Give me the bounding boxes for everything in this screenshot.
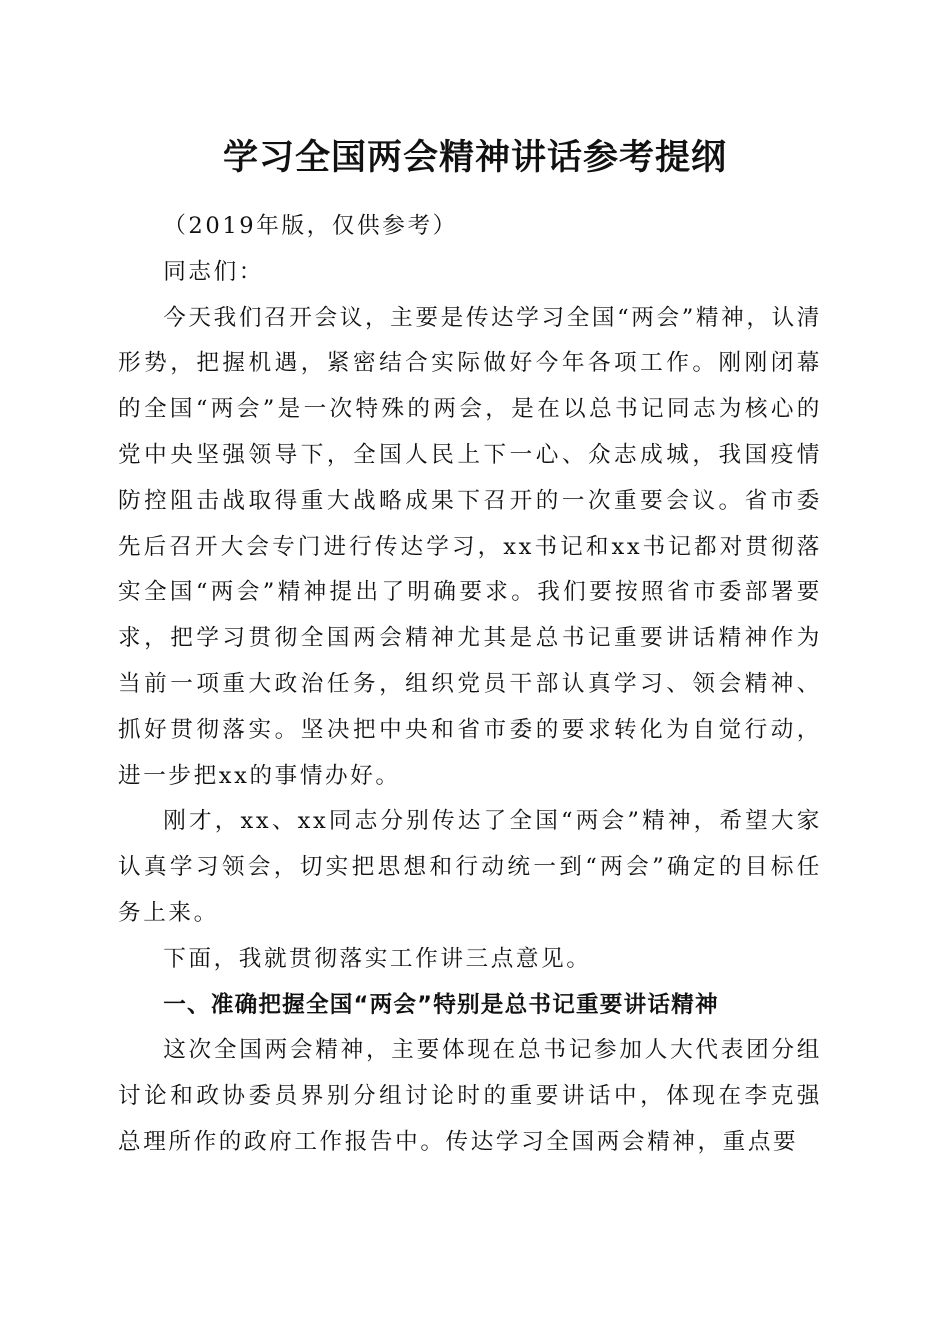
- body-paragraph: 这次全国两会精神，主要体现在总书记参加人大代表团分组讨论和政协委员界别分组讨论时的重要讲话中，体现在李克强总理所作的政府工作报告中。传达学习全国两会精神，重点要: [118, 1037, 822, 1155]
- section-heading: 一、准确把握全国“两会”特别是总书记重要讲话精神: [163, 991, 719, 1018]
- salutation: 同志们：: [163, 258, 264, 285]
- body-paragraph: 下面，我就贯彻落实工作讲三点意见。: [163, 945, 592, 972]
- document-title: 学习全国两会精神讲话参考提纲: [222, 137, 727, 178]
- body-paragraph: 刚才，xx、xx同志分别传达了全国“两会”精神，希望大家认真学习领会，切实把思想和行动统一到“两会”确定的目标任务上来。: [118, 808, 822, 926]
- edition-note: （2019年版，仅供参考）: [163, 213, 458, 239]
- document-body: [118, 204, 822, 1166]
- body-paragraph: 今天我们召开会议，主要是传达学习全国“两会”精神，认清形势，把握机遇，紧密结合实际做好今年各项工作。刚刚闭幕的全国“两会”是一次特殊的两会，是在以总书记同志为核心的党中央坚强领导下，全国人民上下一心、众志成城，我国疫情防控阻击战取得重大战略成果下召开的一次重要会议。省市委先后召开大会专门进行传达学习，xx书记和xx书记都对贯彻落实全国“两会”精神提出了明确要求。我们要按照省市委部署要求，把学习贯彻全国两会精神尤其是总书记重要讲话精神作为当前一项重大政治任务，组织党员干部认真学习、领会精神、抓好贯彻落实。坚决把中央和省市委的要求转化为自觉行动，进一步把xx的事情办好。: [118, 304, 822, 789]
